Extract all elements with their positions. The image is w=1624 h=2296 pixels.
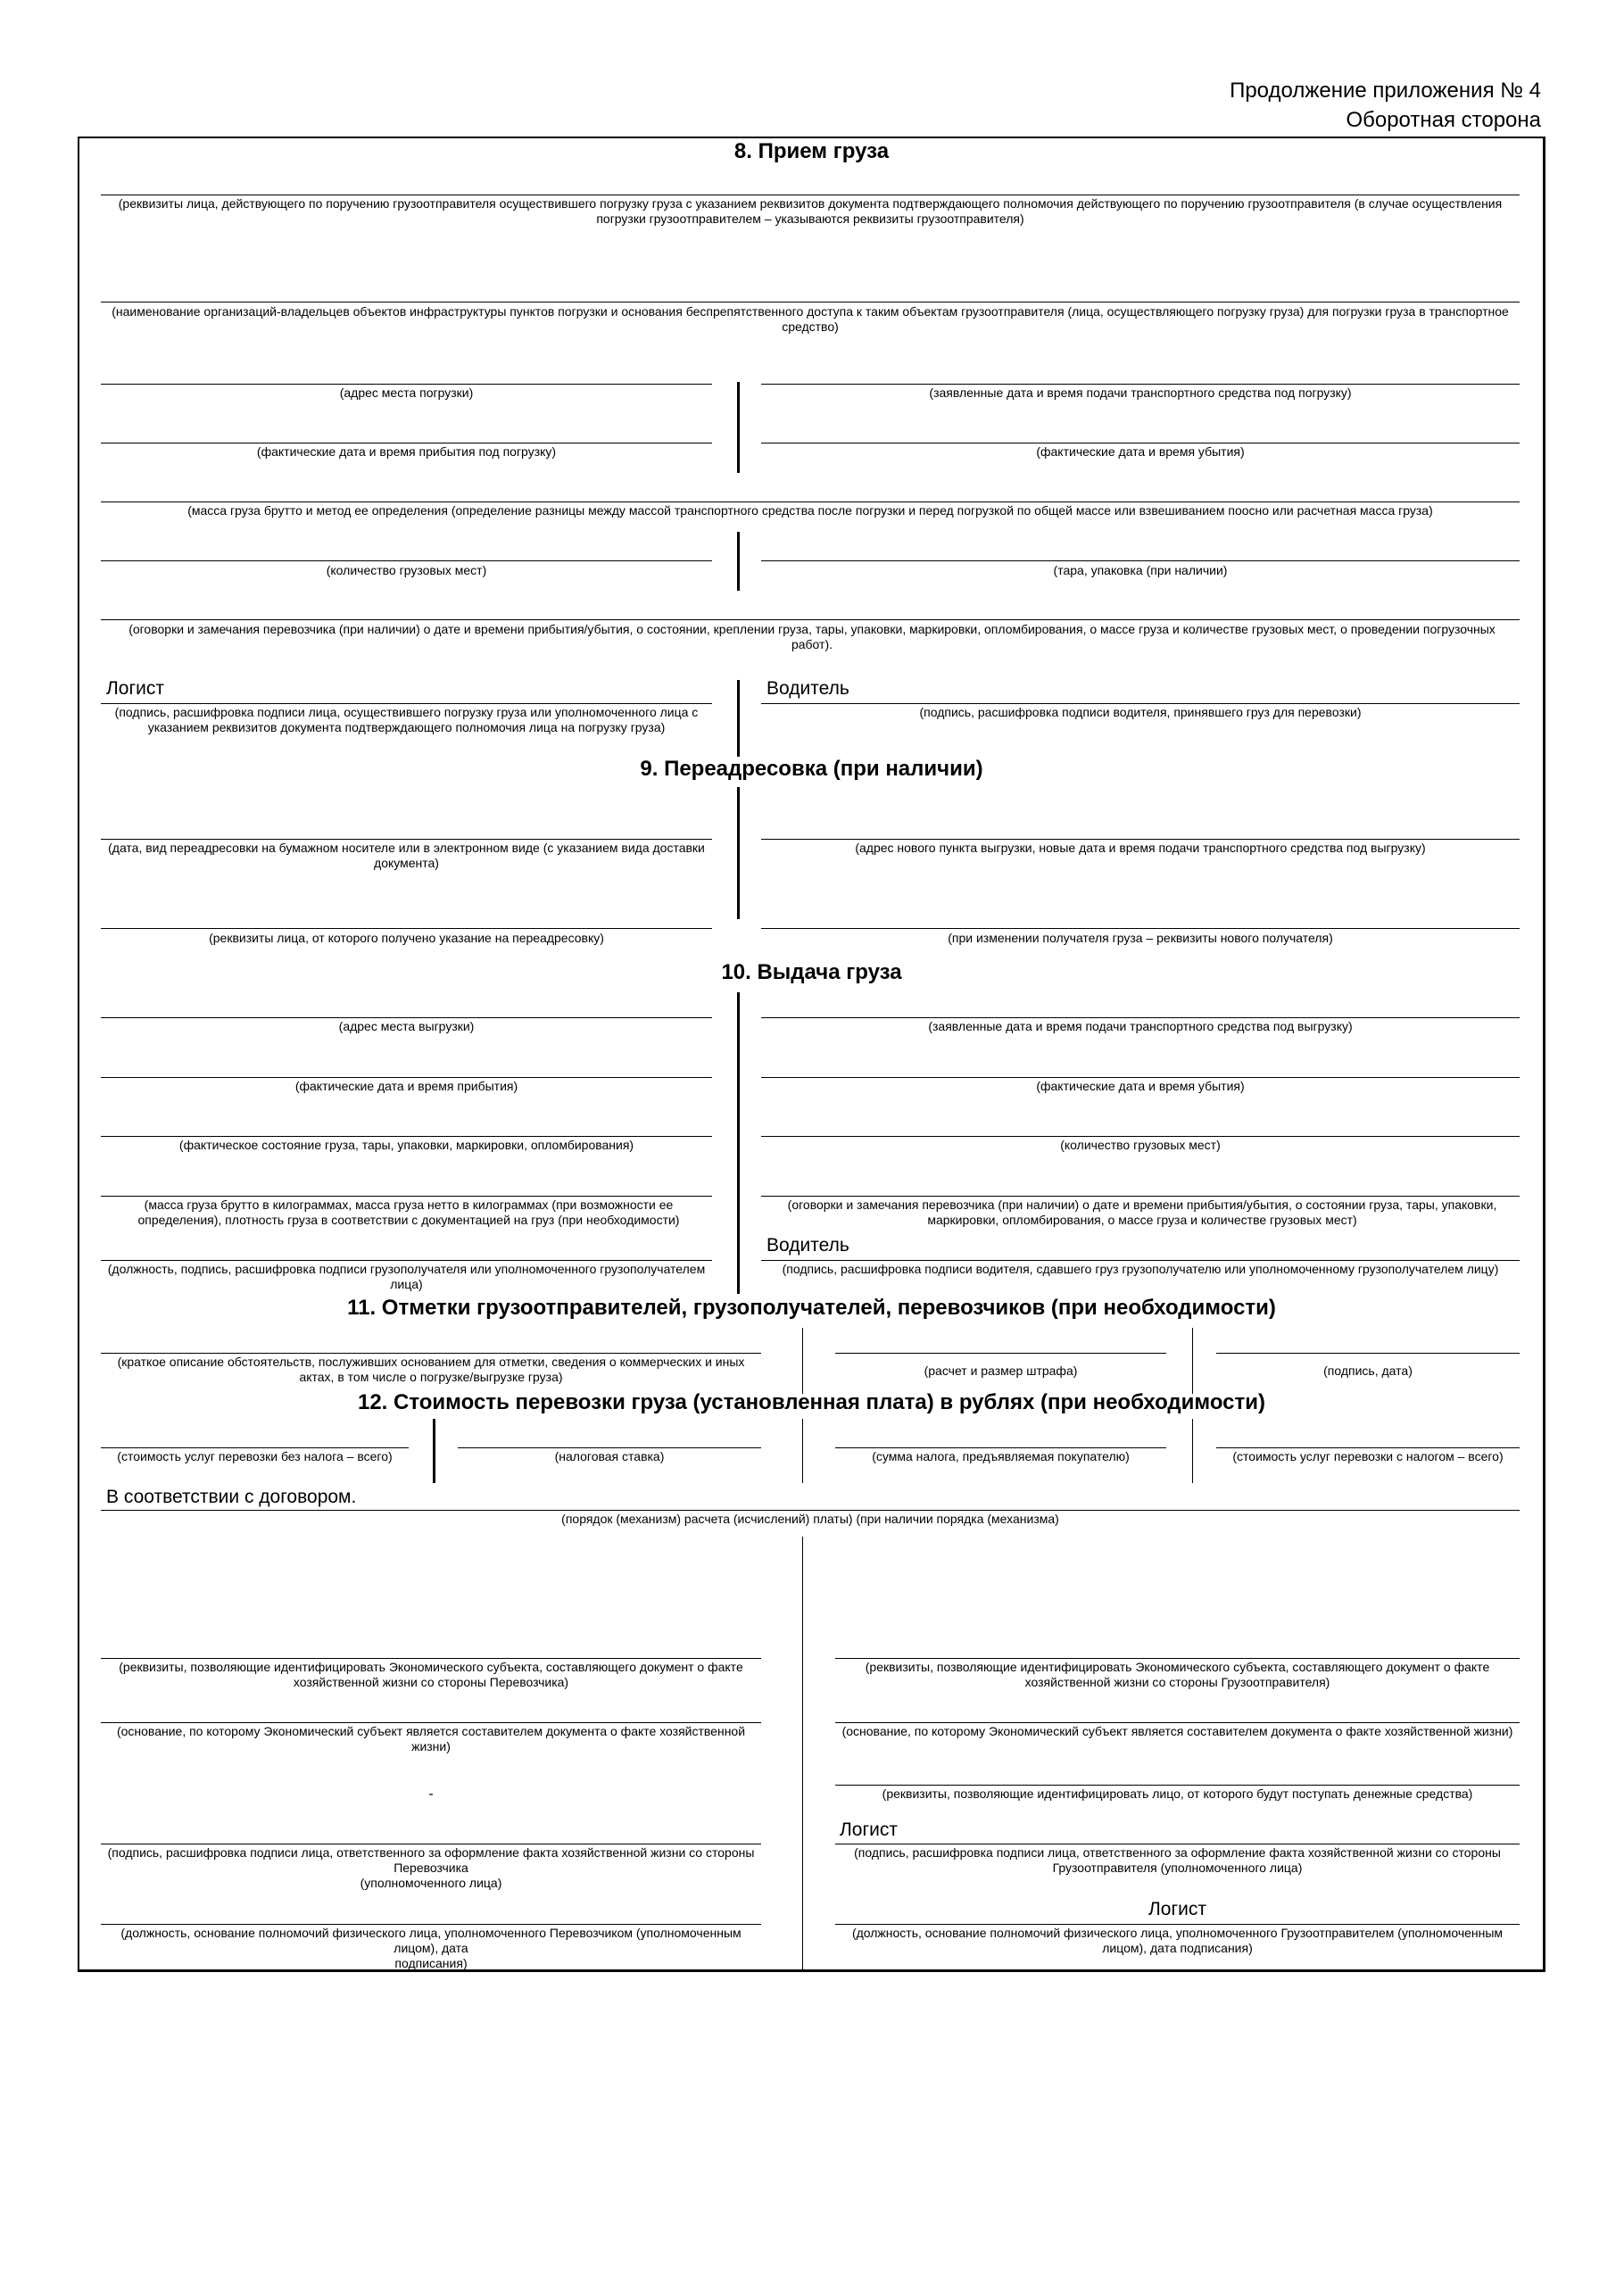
rate-caption: (налоговая ставка) [554, 1449, 665, 1463]
remarks-caption: (оговорки и замечания перевозчика (при наличии) о дате и времени прибытия/убытия, о состоянии, креплении груза, тары, упаковки, маркировки, опломбирования, о массе груза и количестве грузовых мест, о проведении погрузочных работ). [128, 622, 1496, 651]
shipper-req-line[interactable] [835, 1658, 1520, 1659]
declared-unload-line[interactable] [761, 1017, 1520, 1018]
divider [1192, 1419, 1193, 1483]
unload-remarks-caption: (оговорки и замечания перевозчика (при наличии) о дате и времени прибытия/убытия, о состоянии груза, тары, упаковки, маркировки, опломбирования, о массе груза и количестве грузовых мест) [787, 1198, 1497, 1227]
loader-sign-value: Логист [106, 678, 164, 699]
loader-sign-line[interactable] [101, 703, 712, 704]
infra-line[interactable] [101, 302, 1520, 303]
note-sign-caption: (подпись, дата) [1323, 1364, 1413, 1378]
shipper-basis-line[interactable] [835, 1722, 1520, 1723]
driver-sign-caption: (подпись, расшифровка подписи водителя, принявшего груз для перевозки) [919, 705, 1362, 719]
divider [802, 1328, 803, 1394]
carrier-position-line[interactable] [101, 1924, 761, 1925]
unload-arrival-caption: (фактические дата и время прибытия) [294, 1079, 518, 1093]
carrier-dash: - [428, 1786, 434, 1802]
carrier-basis-line[interactable] [101, 1722, 761, 1723]
divider [737, 532, 740, 591]
form-frame [78, 137, 1545, 1972]
unload-remarks-line[interactable] [761, 1196, 1520, 1197]
tax-line[interactable] [835, 1447, 1166, 1448]
new-recipient-line[interactable] [761, 928, 1520, 929]
total-line[interactable] [1216, 1447, 1520, 1448]
declared-unload-caption: (заявленные дата и время подачи транспортного средства под выгрузку) [928, 1019, 1353, 1033]
note-sign-line[interactable] [1216, 1353, 1520, 1354]
loader-caption: (реквизиты лица, действующего по поручению грузоотправителя осуществившего погрузку груза с указанием реквизитов документа подтверждающего полномочия действующего по поручению грузоотправителя (в случае осуществления погрузки грузоотправителем – указываются реквизиты грузоотправителя) [118, 196, 1503, 226]
divider [802, 1419, 803, 1483]
divider [737, 680, 740, 757]
unload-departure-line[interactable] [761, 1077, 1520, 1078]
load-address-caption: (адрес места погрузки) [339, 385, 474, 400]
declared-load-line[interactable] [761, 384, 1520, 385]
section-9-title: 9. Переадресовка (при наличии) [640, 757, 983, 781]
condition-line[interactable] [101, 1136, 712, 1137]
unload-address-line[interactable] [101, 1017, 712, 1018]
section-8-title: 8. Прием груза [733, 139, 890, 163]
redirect-req-caption: (реквизиты лица, от которого получено указание на переадресовку) [209, 931, 604, 945]
carrier-basis-caption: (основание, по которому Экономический субъект является составителем документа о факте хозяйственной жизни) [116, 1724, 746, 1753]
places-line[interactable] [101, 560, 712, 561]
condition-caption: (фактическое состояние груза, тары, упаковки, маркировки, опломбирования) [178, 1138, 634, 1152]
note-desc-line[interactable] [101, 1353, 761, 1354]
section-11-title: 11. Отметки грузоотправителей, грузополучателей, перевозчиков (при необходимости) [347, 1296, 1276, 1320]
shipper-sign-caption: (подпись, расшифровка подписи лица, ответственного за оформление факта хозяйственной жизни со стороны Грузоотправителя (уполномоченного лица) [854, 1845, 1501, 1875]
order-caption: (порядок (механизм) расчета (исчислений) платы) (при наличии порядка (механизма) [561, 1512, 1059, 1526]
fine-line[interactable] [835, 1353, 1166, 1354]
cost-line[interactable] [101, 1447, 409, 1448]
arrival-caption: (фактические дата и время прибытия под погрузку) [256, 444, 557, 459]
driver-sign-value: Водитель [766, 678, 849, 699]
appendix-continuation: Продолжение приложения № 4 [1230, 79, 1541, 103]
footer-divider [802, 1537, 803, 1972]
cost-caption: (стоимость услуг перевозки без налога – всего) [117, 1449, 393, 1463]
load-address-line[interactable] [101, 384, 712, 385]
shipper-req-caption: (реквизиты, позволяющие идентифицировать Экономического субъекта, составляющего документ о факте хозяйственной жизни со стороны Грузоотправителя) [865, 1660, 1490, 1689]
remarks-line[interactable] [101, 619, 1520, 620]
divider [737, 992, 740, 1294]
total-caption: (стоимость услуг перевозки с налогом – всего) [1232, 1449, 1504, 1463]
new-recipient-caption: (при изменении получателя груза – реквизиты нового получателя) [948, 931, 1333, 945]
money-caption: (реквизиты, позволяющие идентифицировать лицо, от которого будут поступать денежные средства) [882, 1786, 1473, 1801]
tare-line[interactable] [761, 560, 1520, 561]
unload-places-line[interactable] [761, 1136, 1520, 1137]
new-point-caption: (адрес нового пункта выгрузки, новые дата и время подачи транспортного средства под выгрузку) [855, 841, 1426, 855]
tare-caption: (тара, упаковка (при наличии) [1053, 563, 1228, 577]
order-line[interactable] [101, 1510, 1520, 1511]
shipper-sign-value: Логист [840, 1819, 898, 1840]
redirect-date-caption: (дата, вид переадресовки на бумажном носителе или в электронном виде (с указанием вида доставки документа) [108, 841, 705, 870]
recipient-sign-caption: (должность, подпись, расшифровка подписи грузополучателя или уполномоченного грузополучателем лица) [107, 1262, 706, 1291]
section-12-title: 12. Стоимость перевозки груза (установленная плата) в рублях (при необходимости) [357, 1390, 1266, 1414]
shipper-position-line[interactable] [835, 1924, 1520, 1925]
rate-line[interactable] [458, 1447, 761, 1448]
redirect-req-line[interactable] [101, 928, 712, 929]
redirect-date-line[interactable] [101, 839, 712, 840]
divider [737, 382, 740, 473]
unload-mass-caption: (масса груза брутто в килограммах, масса груза нетто в килограммах (при возможности ее определения), плотность груза в соответствии с документацией на груз (при необходимости) [137, 1198, 680, 1227]
unload-departure-caption: (фактические дата и время убытия) [1036, 1079, 1245, 1093]
divider [1192, 1328, 1193, 1394]
divider [433, 1419, 435, 1483]
shipper-position-value: Логист [1148, 1899, 1206, 1919]
unload-arrival-line[interactable] [101, 1077, 712, 1078]
order-value: В соответствии с договором. [106, 1487, 357, 1507]
new-point-line[interactable] [761, 839, 1520, 840]
shipper-basis-caption: (основание, по которому Экономический субъект является составителем документа о факте хозяйственной жизни) [841, 1724, 1513, 1738]
infra-caption: (наименование организаций-владельцев объектов инфраструктуры пунктов погрузки и основания беспрепятственного доступа к таким объектам грузоотправителя (лица, осуществляющего погрузку груза) для погрузки груза в транспортное средство) [112, 304, 1509, 334]
carrier-sign-caption: (подпись, расшифровка подписи лица, ответственного за оформление факта хозяйственной жизни со стороны Перевозчика (уполномоченного лица) [107, 1845, 755, 1890]
loader-sign-caption: (подпись, расшифровка подписи лица, осуществившего погрузку груза или уполномоченного лица с указанием реквизитов документа подтверждающего полномочия лица на погрузку груза) [114, 705, 699, 734]
declared-load-caption: (заявленные дата и время подачи транспортного средства под погрузку) [929, 385, 1352, 400]
tax-caption: (сумма налога, предъявляемая покупателю) [872, 1449, 1130, 1463]
places-caption: (количество грузовых мест) [326, 563, 487, 577]
carrier-req-caption: (реквизиты, позволяющие идентифицировать Экономического субъекта, составляющего документ о факте хозяйственной жизни со стороны Перевозчика) [119, 1660, 743, 1689]
mass-line[interactable] [101, 501, 1520, 502]
money-line[interactable] [835, 1785, 1520, 1786]
divider [737, 787, 740, 919]
shipper-position-caption: (должность, основание полномочий физического лица, уполномоченного Грузоотправителем (уполномоченным лицом), дата подписания) [851, 1926, 1504, 1955]
section-10-title: 10. Выдача груза [721, 960, 902, 984]
mass-caption: (масса груза брутто и метод ее определения (определение разницы между массой транспортного средства после погрузки и перед погрузкой по общей массе или взвешиванием поосно или расчетная масса груза) [187, 503, 1433, 518]
unload-mass-line[interactable] [101, 1196, 712, 1197]
unload-places-caption: (количество грузовых мест) [1060, 1138, 1221, 1152]
driver-sign-line[interactable] [761, 703, 1520, 704]
driver-unload-caption: (подпись, расшифровка подписи водителя, сдавшего груз грузополучателю или уполномоченному грузополучателем лицу) [782, 1262, 1499, 1276]
unload-address-caption: (адрес места выгрузки) [338, 1019, 475, 1033]
carrier-req-line[interactable] [101, 1658, 761, 1659]
reverse-side-label: Оборотная сторона [1346, 108, 1541, 132]
driver-unload-value: Водитель [766, 1235, 849, 1256]
recipient-sign-line[interactable] [101, 1260, 712, 1261]
carrier-position-caption: (должность, основание полномочий физического лица, уполномоченного Перевозчиком (уполномоченным лицом), дата подписания) [120, 1926, 742, 1970]
fine-caption: (расчет и размер штрафа) [924, 1364, 1078, 1378]
driver-unload-line[interactable] [761, 1260, 1520, 1261]
note-desc-caption: (краткое описание обстоятельств, послуживших основанием для отметки, сведения о коммерческих и иных актах, в том числе о погрузке/выгрузке груза) [117, 1355, 745, 1384]
departure-caption: (фактические дата и время убытия) [1036, 444, 1245, 459]
